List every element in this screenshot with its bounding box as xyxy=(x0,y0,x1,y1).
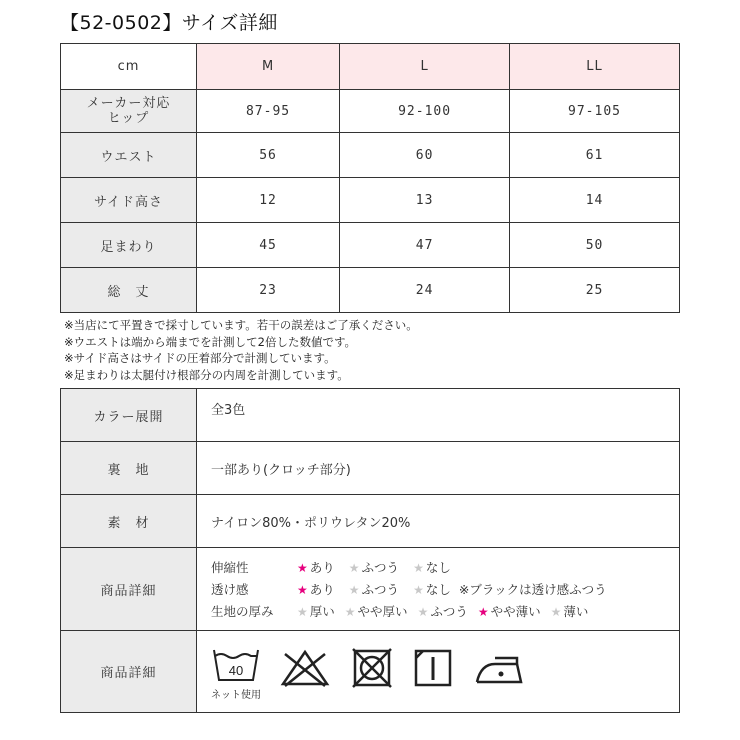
sheer-name: 透け感 xyxy=(211,582,249,597)
option-text: ふつう xyxy=(361,582,400,597)
cell: 14 xyxy=(510,178,680,223)
color-value xyxy=(197,389,680,442)
cell: 12 xyxy=(197,178,340,223)
product-info-table xyxy=(60,388,680,713)
unit-cell: cm xyxy=(61,44,197,90)
row-label-leg-opening: 足まわり xyxy=(61,223,197,268)
cell: 60 xyxy=(340,133,510,178)
no-tumble-dry-icon xyxy=(349,646,395,690)
thickness-line xyxy=(211,600,678,622)
cell: 13 xyxy=(340,178,510,223)
measurement-notes xyxy=(64,317,418,383)
stretch-name: 伸縮性 xyxy=(211,560,249,575)
cell: 45 xyxy=(197,223,340,268)
star-icon: ★ xyxy=(297,561,308,575)
cell: 56 xyxy=(197,133,340,178)
cell: 24 xyxy=(340,268,510,313)
page-title: 【52-0502】サイズ詳細 xyxy=(60,12,278,34)
option xyxy=(551,602,589,620)
details-label: 商品詳細 xyxy=(61,548,197,631)
cell: 61 xyxy=(510,133,680,178)
care-value xyxy=(197,631,680,713)
material-label: 素 材 xyxy=(61,495,197,548)
care-icons xyxy=(211,642,678,701)
wash-temp: 40 xyxy=(228,663,244,678)
cell: 23 xyxy=(197,268,340,313)
table-row xyxy=(61,389,680,442)
size-col-l: L xyxy=(340,44,510,90)
table-row xyxy=(61,178,680,223)
table-row xyxy=(61,268,680,313)
table-row xyxy=(61,548,680,631)
table-row xyxy=(61,90,680,133)
star-icon: ★ xyxy=(417,605,429,619)
table-row xyxy=(61,223,680,268)
lining-value: 一部あり(クロッチ部分) xyxy=(197,442,680,495)
option xyxy=(413,558,451,576)
cell: 87-95 xyxy=(197,90,340,133)
star-icon: ★ xyxy=(344,605,356,619)
option-text: やや薄い xyxy=(490,604,541,619)
note-line: ※当店にて平置きで採寸しています。若干の誤差はご了承ください。 xyxy=(64,318,418,332)
cell: 92-100 xyxy=(340,90,510,133)
table-row xyxy=(61,442,680,495)
option xyxy=(297,602,335,620)
stretch-line xyxy=(211,556,678,578)
iron-low-icon xyxy=(473,646,529,690)
note-line: ※サイド高さはサイドの圧着部分で計測しています。 xyxy=(64,351,336,365)
option xyxy=(418,602,468,620)
lining-label: 裏 地 xyxy=(61,442,197,495)
table-row xyxy=(61,495,680,548)
star-icon: ★ xyxy=(413,561,424,575)
row-label-total-length: 総 丈 xyxy=(61,268,197,313)
option-text: あり xyxy=(309,582,335,597)
star-icon: ★ xyxy=(348,583,360,597)
option xyxy=(349,558,399,576)
line-dry-shade-icon xyxy=(413,646,455,690)
care-label: 商品詳細 xyxy=(61,631,197,713)
option xyxy=(478,602,541,620)
thickness-name: 生地の厚み xyxy=(211,604,274,619)
option xyxy=(349,580,399,598)
star-icon: ★ xyxy=(297,583,308,597)
option-text: やや厚い xyxy=(357,604,408,619)
option-text: ふつう xyxy=(430,604,468,619)
size-col-m: M xyxy=(197,44,340,90)
option-text: なし xyxy=(425,582,451,597)
note-line: ※足まわりは太腿付け根部分の内周を計測しています。 xyxy=(64,367,349,382)
option-text: なし xyxy=(425,560,451,575)
color-label: カラー展開 xyxy=(61,389,197,442)
size-header-row xyxy=(61,44,680,90)
cell: 47 xyxy=(340,223,510,268)
option xyxy=(345,602,408,620)
no-bleach-icon xyxy=(279,646,331,690)
cell: 25 xyxy=(510,268,680,313)
option-text: あり xyxy=(309,560,335,575)
size-table xyxy=(60,43,680,313)
row-label-hip xyxy=(61,90,197,133)
wash-40-icon xyxy=(211,646,261,701)
cell: 97-105 xyxy=(510,90,680,133)
option-text: 厚い xyxy=(309,604,335,619)
star-icon: ★ xyxy=(477,605,489,619)
row-label-waist: ウエスト xyxy=(61,133,197,178)
option xyxy=(297,558,335,576)
option xyxy=(297,580,335,598)
star-icon: ★ xyxy=(550,605,562,619)
wash-caption: ネット使用 xyxy=(211,690,261,701)
row-label-line: メーカー対応 xyxy=(86,96,171,111)
row-label-line: ヒップ xyxy=(107,111,150,126)
star-icon: ★ xyxy=(297,605,308,619)
option-text: ふつう xyxy=(361,560,400,575)
table-row xyxy=(61,631,680,713)
material-value: ナイロン80%・ポリウレタン20% xyxy=(197,495,680,548)
details-value xyxy=(197,548,680,631)
size-col-ll: LL xyxy=(510,44,680,90)
star-icon: ★ xyxy=(348,561,360,575)
star-icon: ★ xyxy=(413,583,424,597)
sheer-note: ※ブラックは透け感ふつう xyxy=(458,582,607,597)
cell: 50 xyxy=(510,223,680,268)
table-row xyxy=(61,133,680,178)
row-label-side-height: サイド高さ xyxy=(61,178,197,223)
color-value-text: 全3色 xyxy=(211,402,246,418)
note-line: ※ウエストは端から端までを計測して2倍した数値です。 xyxy=(64,334,357,349)
sheer-line xyxy=(211,578,678,600)
option-text: 薄い xyxy=(563,604,589,619)
option xyxy=(413,580,451,598)
